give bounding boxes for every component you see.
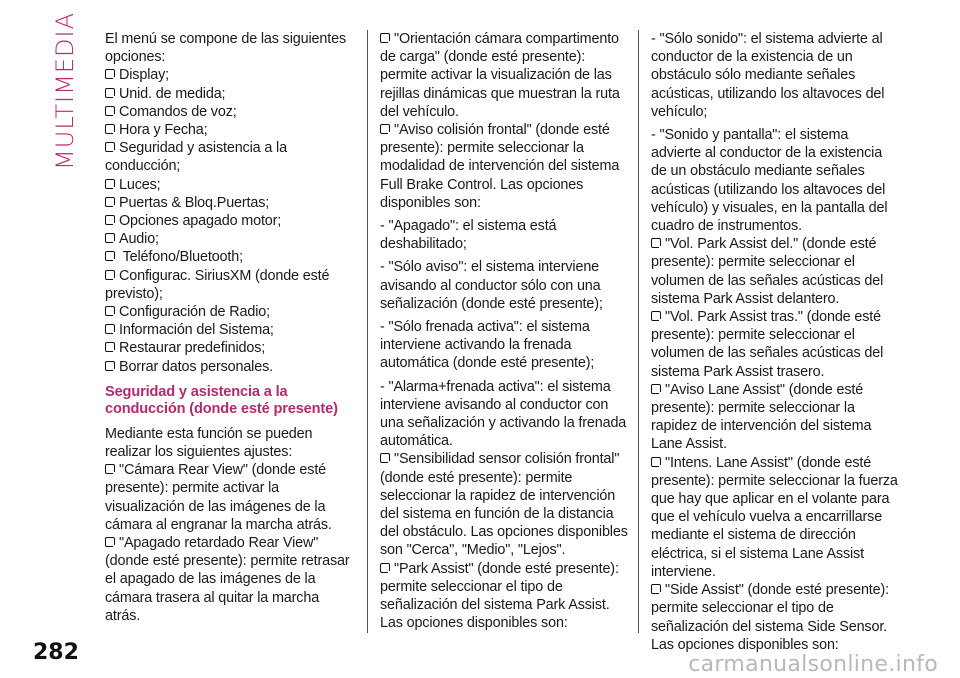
- checkbox-icon: [105, 306, 115, 316]
- checkbox-icon: [105, 88, 115, 98]
- checkbox-icon: [105, 69, 115, 79]
- checkbox-icon: [105, 361, 115, 371]
- checkbox-icon: [105, 342, 115, 352]
- checkbox-icon: [105, 106, 115, 116]
- menu-item-lights: Luces;: [105, 176, 355, 194]
- menu-item-units: Unid. de medida;: [105, 85, 355, 103]
- menu-item-audio: Audio;: [105, 230, 355, 248]
- setting-lane-assist-warning: "Aviso Lane Assist" (donde esté presente): permite seleccionar la rapidez de intervención del sistema Lane Assist.: [651, 381, 872, 453]
- option-sound-only: - "Sólo sonido": el sistema advierte al conductor de la existencia de un obstáculo sólo mediante señales acústicas, utilizando los altavoces del vehículo;: [651, 31, 885, 120]
- checkbox-icon: [105, 197, 115, 207]
- setting-rear-park-volume: "Vol. Park Assist tras." (donde esté presente): permite seleccionar el volumen de las señales acústicas del sistema Park Assist trasero.: [651, 309, 884, 380]
- checkbox-icon: [105, 215, 115, 225]
- checkbox-icon: [105, 124, 115, 134]
- menu-item-restore: Restaurar predefinidos;: [105, 339, 355, 357]
- checkbox-icon: [651, 311, 661, 321]
- checkbox-icon: [651, 584, 661, 594]
- setting-cargo-camera: "Orientación cámara compartimento de carga" (donde esté presente): permite activar la visualización de las rejillas dinámicas que muestran la ruta del vehículo.: [380, 31, 620, 120]
- menu-item-radio: Configuración de Radio;: [105, 303, 355, 321]
- menu-item-siriusxm: Configurac. SiriusXM (donde esté previsto);: [105, 267, 330, 302]
- checkbox-icon: [651, 238, 661, 248]
- section-label: MULTIMEDIA: [51, 12, 79, 170]
- menu-item-clear-data: Borrar datos personales.: [105, 358, 355, 376]
- setting-lane-assist-strength: "Intens. Lane Assist" (donde esté presente): permite seleccionar la fuerza que hay que aplicar en el volante para que el vehículo vuelva a encarrillarse mediante el sistema de dirección eléctrica, si el sistema Lane Assist interviene.: [651, 454, 898, 580]
- setting-side-assist: "Side Assist" (donde esté presente): permite seleccionar el tipo de señalización del sistema Side Sensor. Las opciones disponibles son:: [651, 582, 889, 653]
- option-off: - "Apagado": el sistema está deshabilitado;: [380, 218, 557, 253]
- setting-collision-sensitivity: "Sensibilidad sensor colisión frontal" (donde esté presente): permite seleccionar la rapidez de intervención del sistema en función de la distancia del obstáculo. Las opciones disponibles son "Cerca", "Medio", "Lejos".: [380, 451, 628, 559]
- menu-item-system-info: Información del Sistema;: [105, 321, 355, 339]
- column-divider: [367, 30, 368, 633]
- menu-intro: El menú se compone de las siguientes opciones:: [105, 31, 346, 66]
- setting-collision-warning: "Aviso colisión frontal" (donde esté presente): permite seleccionar la modalidad de intervención del sistema Full Brake Control. Las opciones disponibles son:: [380, 122, 620, 211]
- checkbox-icon: [105, 270, 115, 280]
- column-1: [105, 30, 355, 625]
- checkbox-icon: [105, 324, 115, 334]
- watermark: carmanualsonline.info: [688, 652, 938, 677]
- menu-item-display: Display;: [105, 66, 355, 84]
- section-heading: Seguridad y asistencia a la conducción (donde esté presente): [105, 383, 338, 418]
- checkbox-icon: [105, 464, 115, 474]
- checkbox-icon: [651, 384, 661, 394]
- checkbox-icon: [651, 457, 661, 467]
- checkbox-icon: [380, 124, 390, 134]
- section-body: Mediante esta función se pueden realizar los siguientes ajustes:: [105, 425, 313, 461]
- menu-item-clock: Hora y Fecha;: [105, 121, 355, 139]
- menu-item-doors: Puertas & Bloq.Puertas;: [105, 194, 355, 212]
- checkbox-icon: [105, 233, 115, 243]
- column-3: [651, 30, 901, 654]
- setting-rear-camera-delay: "Apagado retardado Rear View" (donde esté presente): permite retrasar el apagado de las imágenes de la cámara trasera al quitar la marcha atrás.: [105, 535, 350, 624]
- menu-item-phone: Teléfono/Bluetooth;: [105, 248, 355, 266]
- checkbox-icon: [380, 563, 390, 573]
- option-warning-only: - "Sólo aviso": el sistema interviene avisando al conductor sólo con una señalización (donde esté presente);: [380, 259, 603, 312]
- setting-park-assist: "Park Assist" (donde esté presente): permite seleccionar el tipo de señalización del sistema Park Assist. Las opciones disponibles son:: [380, 560, 619, 632]
- checkbox-icon: [105, 537, 115, 547]
- checkbox-icon: [380, 453, 390, 463]
- checkbox-icon: [105, 179, 115, 189]
- setting-rear-camera: "Cámara Rear View" (donde esté presente): permite activar la visualización de las imágenes de la cámara al engranar la marcha atrás.: [105, 462, 332, 533]
- menu-item-voice: Comandos de voz;: [105, 103, 355, 121]
- page-number: 282: [33, 640, 79, 665]
- column-divider: [638, 30, 639, 633]
- checkbox-icon: [105, 142, 115, 152]
- menu-item-safety: Seguridad y asistencia a la conducción;: [105, 140, 287, 175]
- menu-list: [105, 66, 355, 375]
- option-sound-display: - "Sonido y pantalla": el sistema advierte al conductor de la existencia de un obstáculo mediante señales acústicas (utilizando los altavoces del vehículo) y visuales, en la pantalla del cuadro de instrumentos.: [651, 127, 888, 235]
- menu-item-engine-off: Opciones apagado motor;: [105, 212, 355, 230]
- setting-front-park-volume: "Vol. Park Assist del." (donde esté presente): permite seleccionar el volumen de las señales acústicas del sistema Park Assist delantero.: [651, 236, 884, 307]
- checkbox-icon: [105, 251, 115, 261]
- column-2: [380, 30, 630, 633]
- checkbox-icon: [380, 33, 390, 43]
- option-braking-only: - "Sólo frenada activa": el sistema interviene activando la frenada automática (donde esté presente);: [380, 319, 595, 372]
- option-alarm-braking: - "Alarma+frenada activa": el sistema interviene avisando al conductor con una señalización y activando la frenada automática.: [380, 378, 627, 450]
